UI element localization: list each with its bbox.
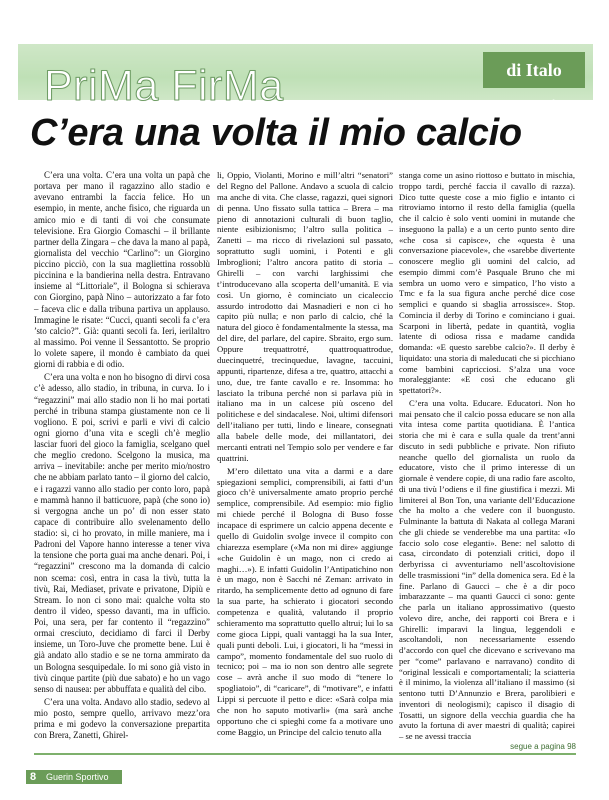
article-paragraph: C’era una volta. C’era una volta un papà che portava per mano il ragazzino allo stadio e avevano entrambi la faccia felice. Ho un esempio, in mente, anche fisico, che riguarda un amico mio e di tanti di voi che consumate televisione. Era Giorgio Comaschi – il brillante partner della Zingara – che dava la mano al papà, giornalista del vecchio “Carlino”: un Giorgino piccino picciò, con la sua magliettina rossoblù piccinina e la bandierina nella destra. Entravano insieme al “Littoriale”, il Bologna si schierava con Giorgino, papà Nino – autorizzato a far foto – faceva clic e dalla tribuna partiva un applauso. Immagine le risate: “Cucci, quanti secoli fa c’era ’sto calcio?”. Già: quanti secoli fa. Ieri, ierilaltro al massimo. Poi venne il Sessantotto. Se proprio lo volete sapere, il mondo è cambiato da quei giorni di rabbia e di odio. <box>34 170 210 370</box>
section-name: PriMa FirMa <box>44 62 284 110</box>
page-footer <box>26 770 122 784</box>
author-byline: di Italo Cucci <box>483 52 585 88</box>
article-title: C’era una volta il mio calcio <box>30 112 522 154</box>
article-paragraph: li, Oppio, Violanti, Morino e mill’altri “senatori” del Regno del Pallone. Andavo a scuola di calcio ma anche di vita. Che classe, ragazzi, quei signori di penna. Uno fissato sulla tattica – Brera – ma pieno di annotazioni culturali di buon taglio, niente esibizionismo; l’altro sulla politica – Zanetti – ma ricco di rivelazioni sul passato, soprattutto sugli uomini, i Potenti e gli Imbroglioni; l’altro ancora patito di storia – Ghirelli – con varchi larghissimi che t’introducevano alla scoperta dell’umanità. E via così. Un giorno, è cominciato un cicaleccio assurdo introdotto dai Masnadieri e non ci ho capito più nulla; e non parlo di calcio, ché la natura del gioco è fondamentalmente la stessa, ma del dire, del parlare, del capire. Sbraito, ergo sum. Oppure trequattrotré, quattroquattrodue, duecinquetré, trecinquedue, lavagne, taccuini, appunti, ripartenze, difesa a tre, quattro, attacchi a uno, due, tre fante cavallo e re. Insomma: ho lasciato la tribuna perché non si parlava più in italiano ma in un calcese più osceno del politichese e del sindacalese. Noi, ultimi difensori dell’italiano per tutti, lindo e lineare, consegnati alla babele delle mode, dei millantatori, dei mercanti entrati nel Tempio solo per vendere e far quattrini. <box>217 170 393 463</box>
article-paragraph: C’era una volta. Educare. Educatori. Non ho mai pensato che il calcio possa educare se non alla vita intesa come partita quotidiana. È l’antica storia che mi è cara e sulla quale da trent’anni discuto in sedi pubbliche e private. Non rifiuto neanche quello del giornalista un ruolo da educatore, visto che il primo interesse di un giornale è vendere copie, di una radio fare ascolto, di una tivù l’odiens e il fine giustifica i mezzi. Mi limiterei al Bon Ton, una variante dell’Educazione che ha molto a che vedere con il buongusto. Fulminante la battuta di Nakata al collega Marani che gli chiede se venderebbe ma una partita: «Io faccio solo cose eleganti». Bene: nel salotto di casa, circondato di potenziali critici, dopo il derbyrissa ci avventuriamo nell’ascoltovisione delle trasmissioni “in” della domenica sera. Ed è la fine. Parlano di Gaucci – che è a dir poco imbarazzante – ma quanti Gaucci ci sono: gente che parla un italiano approssimativo (questo volevo dire, anche, dei rapporti coi Brera e i Ghirelli: imparavi la lingua, leggendoli e ascoltandoli, non necessariamente essendo d’accordo con quel che dicevano e scrivevano ma per “come” parlavano e narravano) condito di “original lessicali e comportamentali; la sciatteria è il minimo, la violenza all’italiano il massimo (si sentono tutti D’Annunzio e Brera, parolibieri e inventori di neologismi); capisco il disagio di Tosatti, un signore della vecchia guardia che ha avuto la fortuna di aver maestri di qualità; capirei – se ne avessi traccia <box>399 397 575 741</box>
page-number: 8 <box>30 771 37 783</box>
article-column-3 <box>399 170 575 742</box>
article-paragraph: M’ero dilettato una vita a darmi e a dare spiegazioni semplici, comprensibili, ai fatti d’un gioco ch’è universalmente amato proprio perché semplice, comprensibile. Ad esempio: mio figlio mi chiede perché il Bologna di Buso fosse incapace di esprimere un calcio appena decente e quello di Guidolin svolge invece il compito con chiarezza esemplare («Ma non mi dire» aggiunge «che Guidolin è un mago, non ci credo ai maghi…»). E infatti Guidolin l’Antipatichino non è un mago, non è Sacchi né Zeman: arrivato in ritardo, ha semplicemente detto ad ognuno di fare la sua parte, ha schierato i giocatori secondo competenza e qualità, valutando il proprio schieramento ma soprattutto quello altrui; lui lo sa come gioca Lippi, quali vantaggi ha la sua Inter, quali punti deboli. Lui, i giocatori, li ha “messi in campo”, momento fondamentale del suo ruolo di tecnico; poi – ma io non son dentro alle segrete cose – avrà anche il suo modo di “tenere lo spogliatoio”, di “caricare”, di “motivare”, e infatti Lippi si percuote il petto e dice: «Sarà colpa mia che non ho saputo motivarli» (ma sarà anche opportuno che ci spieghi come fa a motivare uno come Baggio, un Principe del calcio tenuto alla <box>217 465 393 737</box>
magazine-name: Guerin Sportivo <box>46 772 109 782</box>
bottom-rule <box>34 753 576 755</box>
article-column-1 <box>34 170 210 741</box>
article-paragraph: C’era una volta e non ho bisogno di dirvi cosa c’è adesso, allo stadio, in tribuna, in curva. Io i “regazzini” mai allo stadio non li ho mai portati perché in tribuna stampa giustamente non ce li vogliono. E poi, scrivi e parli e vivi di calcio ogni giorno d’una vita e scegli ch’è meglio lasciar fuori del gioco la famiglia, scelgano quel che meglio credono. Scelgono la musica, ma arriva – inevitabile: anche per merito mio/nostro che ne abbiam parlato tanto – il giorno del calcio, e i ragazzi vanno allo stadio per conto loro, papà e mammà hanno il batticuore, papà (che sono io) si vergogna anche un po’ di non esser stato capace di contribuire allo svelenamento dello stadio: sì, ci ho provato, in mille maniere, ma i Padroni del Vapore hanno interesse a tener viva la tensione che porta guai ma anche denari. Poi, i “regazzini” crescono ma la domanda di calcio non scema: così, entra in casa la tivù, tutta la tivù, Rai, Mediaset, private e privatone, Dipiù e Stream. Io non ci sono mai: qualche volta sto dentro il video, spesso davanti, ma in ufficio. Poi, una sera, per far contento il “regazzino” ormai cresciuto, decidiamo di farci il Derby insieme, un Toro-Juve che promette bene. Lui è già andato allo stadio e se ne torna ammirato da un Bologna sesquipedale. Io mi sono già visto in tivù cinque partite (più due sabato) e ho un vago senso di nausea: per abbuffata e qualità del cibo. <box>34 372 210 694</box>
continued-on-page-note: segue a pagina 98 <box>510 742 576 751</box>
article-column-2 <box>217 170 393 738</box>
article-paragraph: C’era una volta. Andavo allo stadio, sedevo al mio posto, sempre quello, arrivavo mezz’ora prima e mi godevo la conversazione prepartita con Brera, Zanetti, Ghirel- <box>34 696 210 741</box>
article-paragraph: stanga come un asino riottoso e buttato in mischia, troppo tardi, perché faccia il cavallo di razza). Dico tutte queste cose a mio figlio e intanto ci ritroviamo intorno il resto della famiglia (quella che il calcio è solo venti uomini in mutande che inseguono la palla) e a un certo punto sento dire «che cosa si capisce», che «questa è una conversazione piacevole», che «sarebbe divertente conoscere meglio gli uomini del calcio, ad esempio dimmi com’è Pasquale Bruno che mi sembra un uomo vero e simpatico, l’ho visto a Tmc e fa la sua figura anche perché dice cose semplici e quando si sbaglia arrossisce». Stop. Comincia il derby di Torino e cominciano i guai. Scarponi in libertà, pedate in quantità, voglia latente di odiosa rissa e madame candida domanda: «E questo sarebbe calcio?». Il derby è liquidato: una storia di maleducati che si picchiano come bambini capricciosi. S’alza una voce moraleggiante: «E così che educano gli spettatori?». <box>399 170 575 395</box>
